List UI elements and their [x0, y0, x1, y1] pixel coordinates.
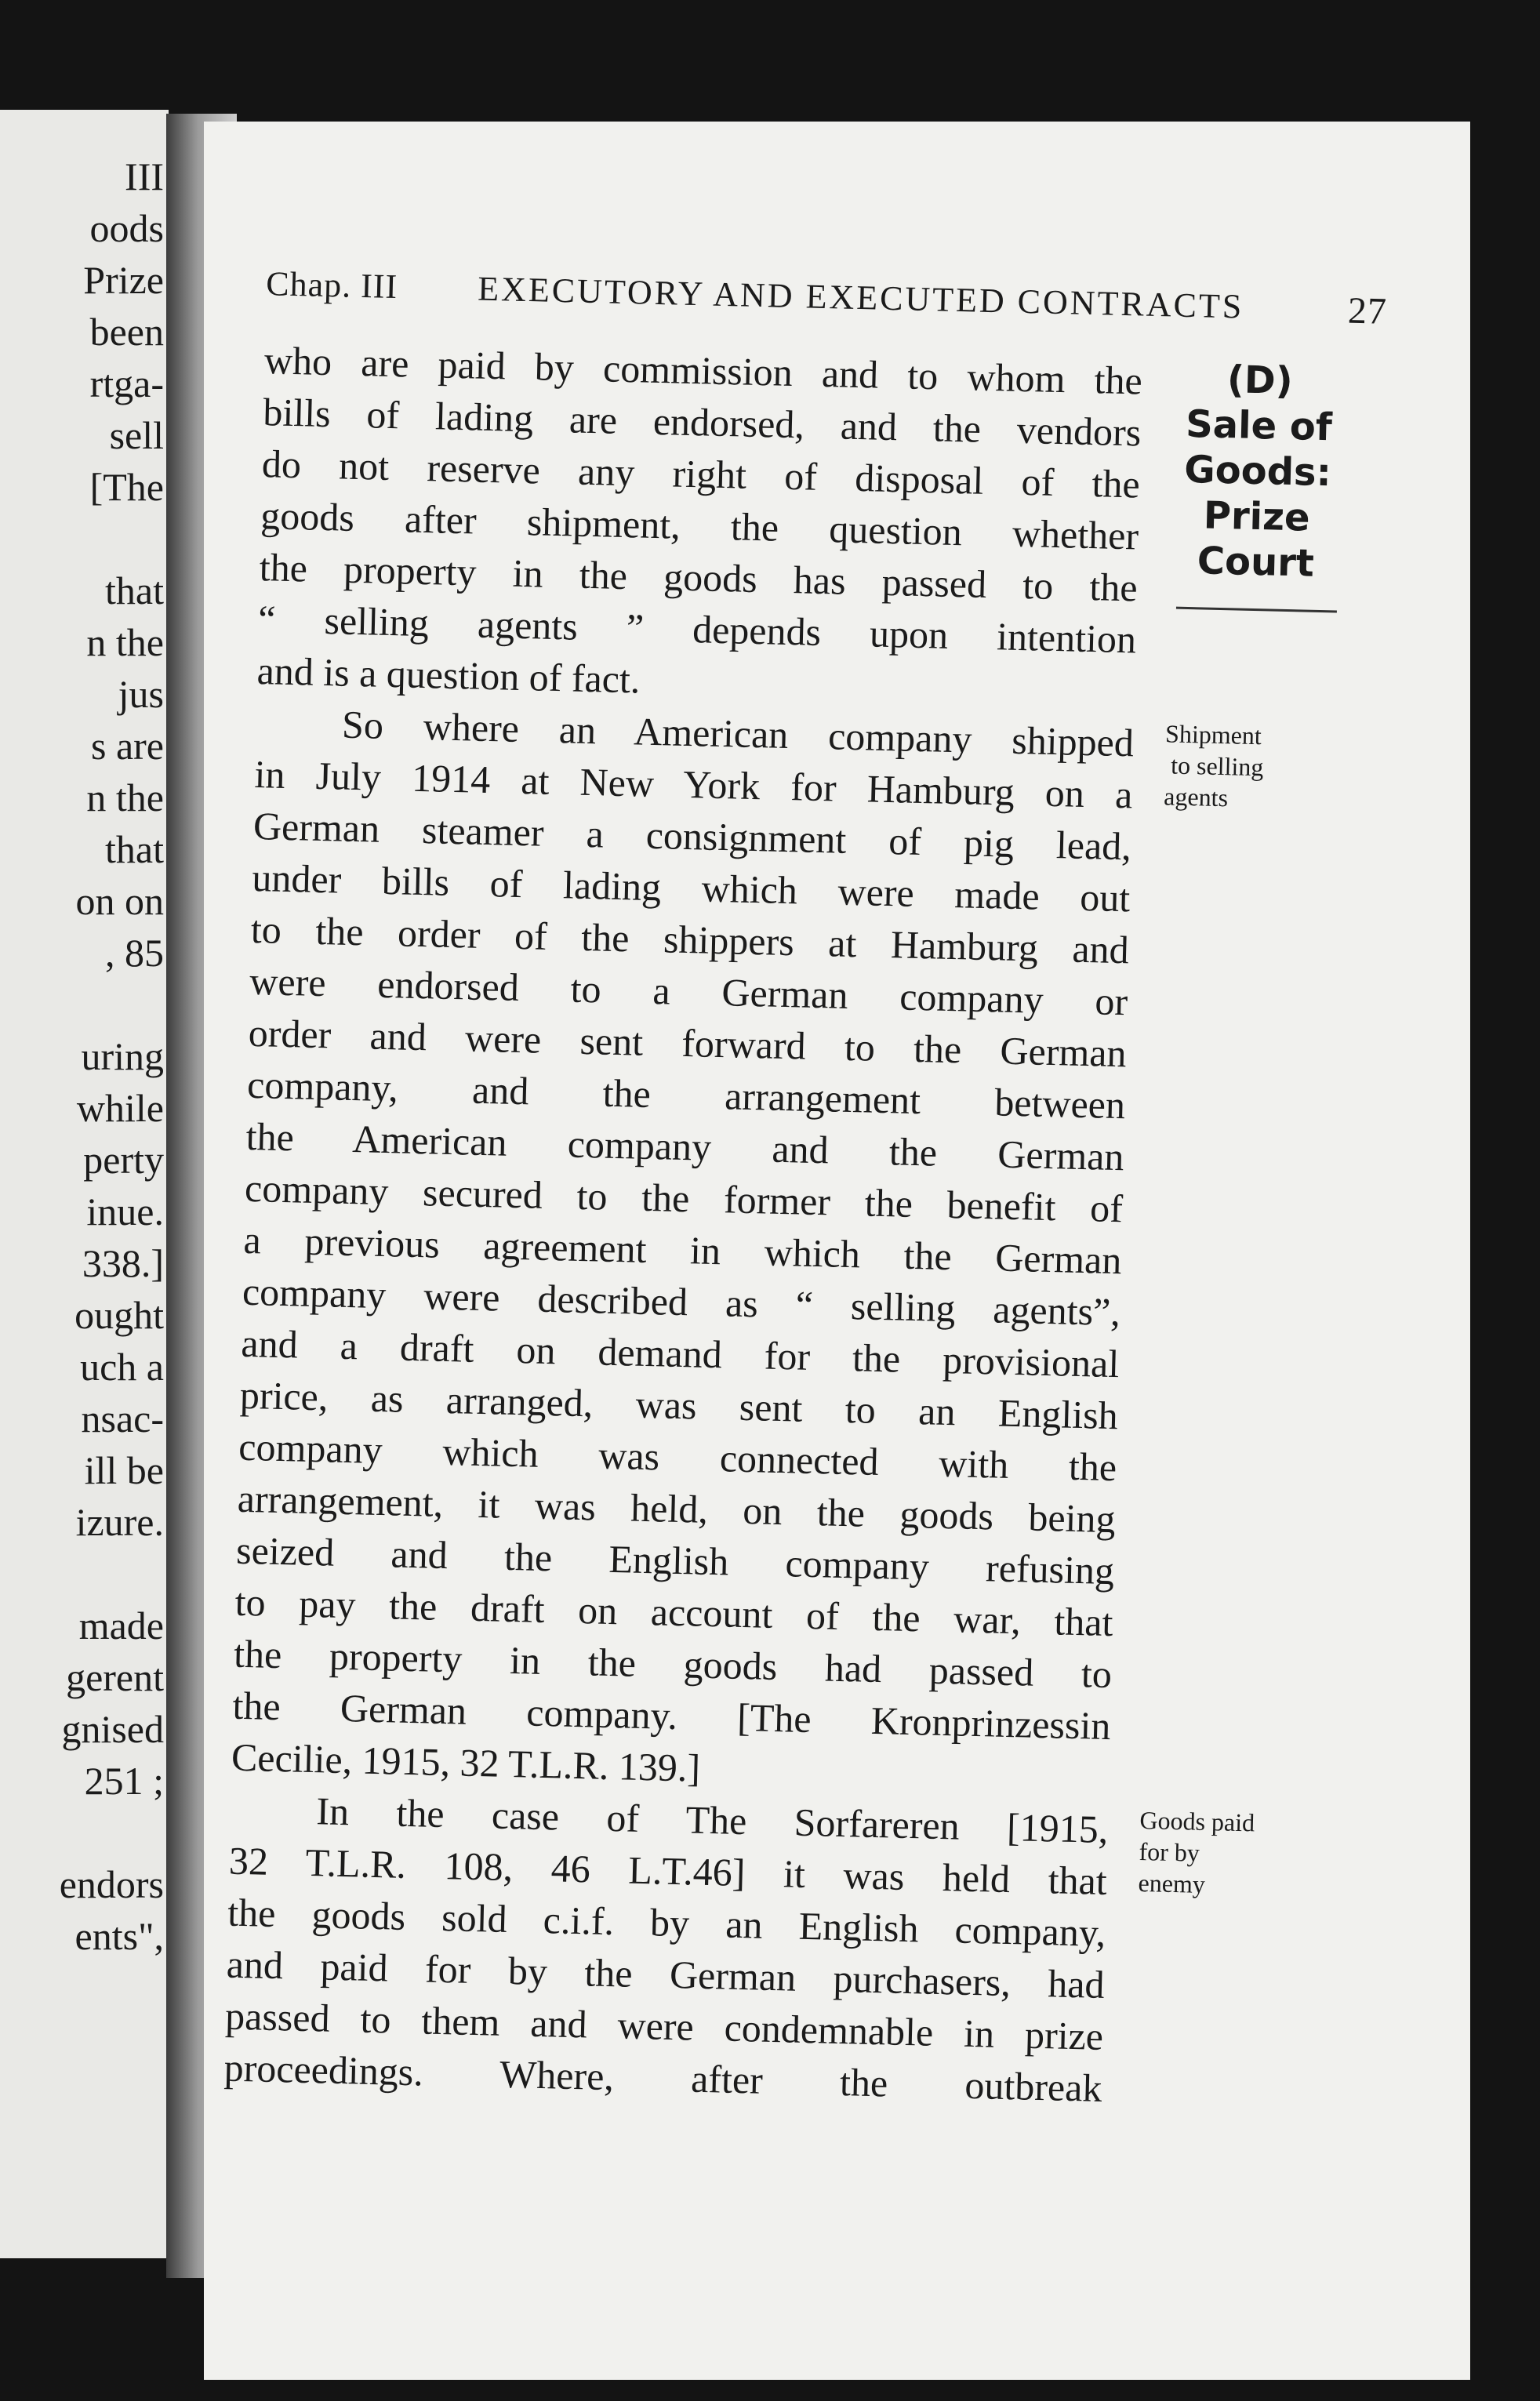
previous-page-line: perty: [83, 1138, 164, 1182]
body-line: goods after shipment, the question whether: [260, 493, 1139, 558]
note-line: Shipment: [1164, 719, 1262, 750]
body-line: the American company and the German: [245, 1113, 1125, 1179]
goods-paid-note: [1138, 1804, 1255, 1901]
body-line: company were described as “ selling agents”,: [242, 1269, 1121, 1335]
previous-page-line: that: [105, 568, 164, 612]
note-line: agents: [1163, 782, 1229, 812]
body-line: seized and the English company refusing: [235, 1527, 1115, 1593]
previous-page-line: izure.: [75, 1500, 164, 1544]
note-line: for by: [1139, 1836, 1200, 1867]
previous-page-line: inue.: [86, 1190, 164, 1233]
previous-page-line: nsac-: [81, 1397, 164, 1440]
body-line: and paid for by the German purchasers, had: [226, 1942, 1106, 2007]
previous-page-line: s are: [91, 724, 164, 768]
body-line: bills of lading are endorsed, and the vendors: [262, 390, 1142, 455]
body-line: “ selling agents ” depends upon intention: [257, 597, 1137, 662]
previous-page-line: that: [105, 827, 164, 871]
body-line: Cecilie, 1915, 32 T.L.R. 139.]: [231, 1734, 701, 1790]
body-line: a previous agreement in which the German: [242, 1217, 1123, 1283]
section-heading-note: [1177, 356, 1339, 587]
previous-page-line: on on: [75, 879, 164, 923]
previous-page-line: n the: [86, 776, 164, 819]
body-line: and a draft on demand for the provisional: [240, 1320, 1120, 1386]
previous-page-line: gerent: [66, 1655, 164, 1699]
body-line: who are paid by commission and to whom the: [263, 338, 1143, 403]
previous-page-line: ents",: [74, 1914, 164, 1958]
previous-page-line: rtga-: [89, 361, 164, 405]
previous-page-line: III: [125, 154, 164, 198]
body-line: So where an American company shipped: [341, 702, 1135, 765]
page-number: 27: [1347, 289, 1388, 332]
previous-page-line: sell: [109, 413, 164, 457]
body-line: In the case of The Sorfareren [1915,: [315, 1789, 1109, 1852]
previous-page-line: 251 ;: [84, 1759, 164, 1803]
body-line: price, as arranged, was sent to an English: [239, 1372, 1119, 1438]
body-line: order and were sent forward to the German: [248, 1010, 1128, 1076]
body-line: were endorsed to a German company or: [249, 958, 1128, 1024]
body-line: the goods sold c.i.f. by an English company,: [227, 1890, 1106, 1955]
body-line: 32 T.L.R. 108, 46 L.T.46] it was held that: [228, 1838, 1108, 1903]
note-line: (D): [1226, 358, 1294, 404]
note-rule: [1176, 607, 1337, 613]
previous-page-line: uring: [81, 1034, 164, 1078]
body-line: arrangement, it was held, on the goods being: [237, 1476, 1117, 1542]
note-line: enemy: [1138, 1868, 1206, 1898]
previous-page-line: made: [78, 1604, 164, 1647]
previous-page-line: ought: [74, 1293, 164, 1337]
note-line: Sale of: [1185, 401, 1333, 450]
chapter-label: Chap. III: [265, 264, 398, 307]
body-line: to pay the draft on account of the war, that: [234, 1579, 1114, 1645]
body-text: [223, 334, 1143, 2114]
previous-page-line: oods: [89, 206, 164, 250]
body-line: the property in the goods has passed to the: [259, 545, 1139, 610]
body-line: do not reserve any right of disposal of the: [261, 441, 1141, 507]
page-content: [181, 263, 1387, 2250]
body-line: company secured to the former the benefit of: [244, 1165, 1124, 1231]
body-line: and is a question of fact.: [256, 648, 641, 702]
body-line: German steamer a consignment of pig lead,: [252, 803, 1132, 869]
previous-page-line: [The: [89, 465, 164, 509]
previous-page-line: , 85: [105, 931, 164, 975]
previous-page-line: endors: [59, 1862, 164, 1906]
note-line: Goods:: [1183, 447, 1332, 496]
previous-page-line: gnised: [61, 1707, 164, 1751]
previous-page-line: jus: [118, 672, 164, 716]
body-line: the property in the goods had passed to: [233, 1631, 1113, 1697]
note-line: to selling: [1170, 750, 1264, 782]
body-line: company, and the arrangement between: [246, 1062, 1126, 1128]
body-line: to the order of the shippers at Hamburg and: [250, 906, 1130, 972]
body-line: passed to them and were condemnable in prize: [224, 1993, 1104, 2058]
running-title: EXECUTORY AND EXECUTED CONTRACTS: [477, 269, 1244, 326]
previous-page-line: uch a: [80, 1345, 164, 1389]
shipment-note: [1164, 717, 1265, 814]
body-line: proceedings. Where, after the outbreak: [223, 2045, 1103, 2110]
body-line: in July 1914 at New York for Hamburg on a: [253, 752, 1133, 817]
note-line: Court: [1197, 539, 1315, 586]
previous-page-line: been: [89, 310, 164, 354]
previous-page-line: 338.]: [82, 1241, 164, 1285]
body-line: company which was connected with the: [238, 1424, 1117, 1490]
previous-page-fragment: [0, 110, 169, 2258]
previous-page-line: while: [76, 1086, 164, 1130]
margin-notes: [1138, 356, 1394, 1898]
note-line: Goods paid: [1139, 1805, 1255, 1837]
note-line: Prize: [1203, 493, 1311, 540]
body-line: the German company. [The Kronprinzessin: [232, 1683, 1112, 1749]
previous-page-line: n the: [86, 620, 164, 664]
previous-page-line: ill be: [84, 1448, 164, 1492]
body-line: under bills of lading which were made out: [251, 855, 1131, 921]
previous-page-line: Prize: [83, 258, 164, 302]
